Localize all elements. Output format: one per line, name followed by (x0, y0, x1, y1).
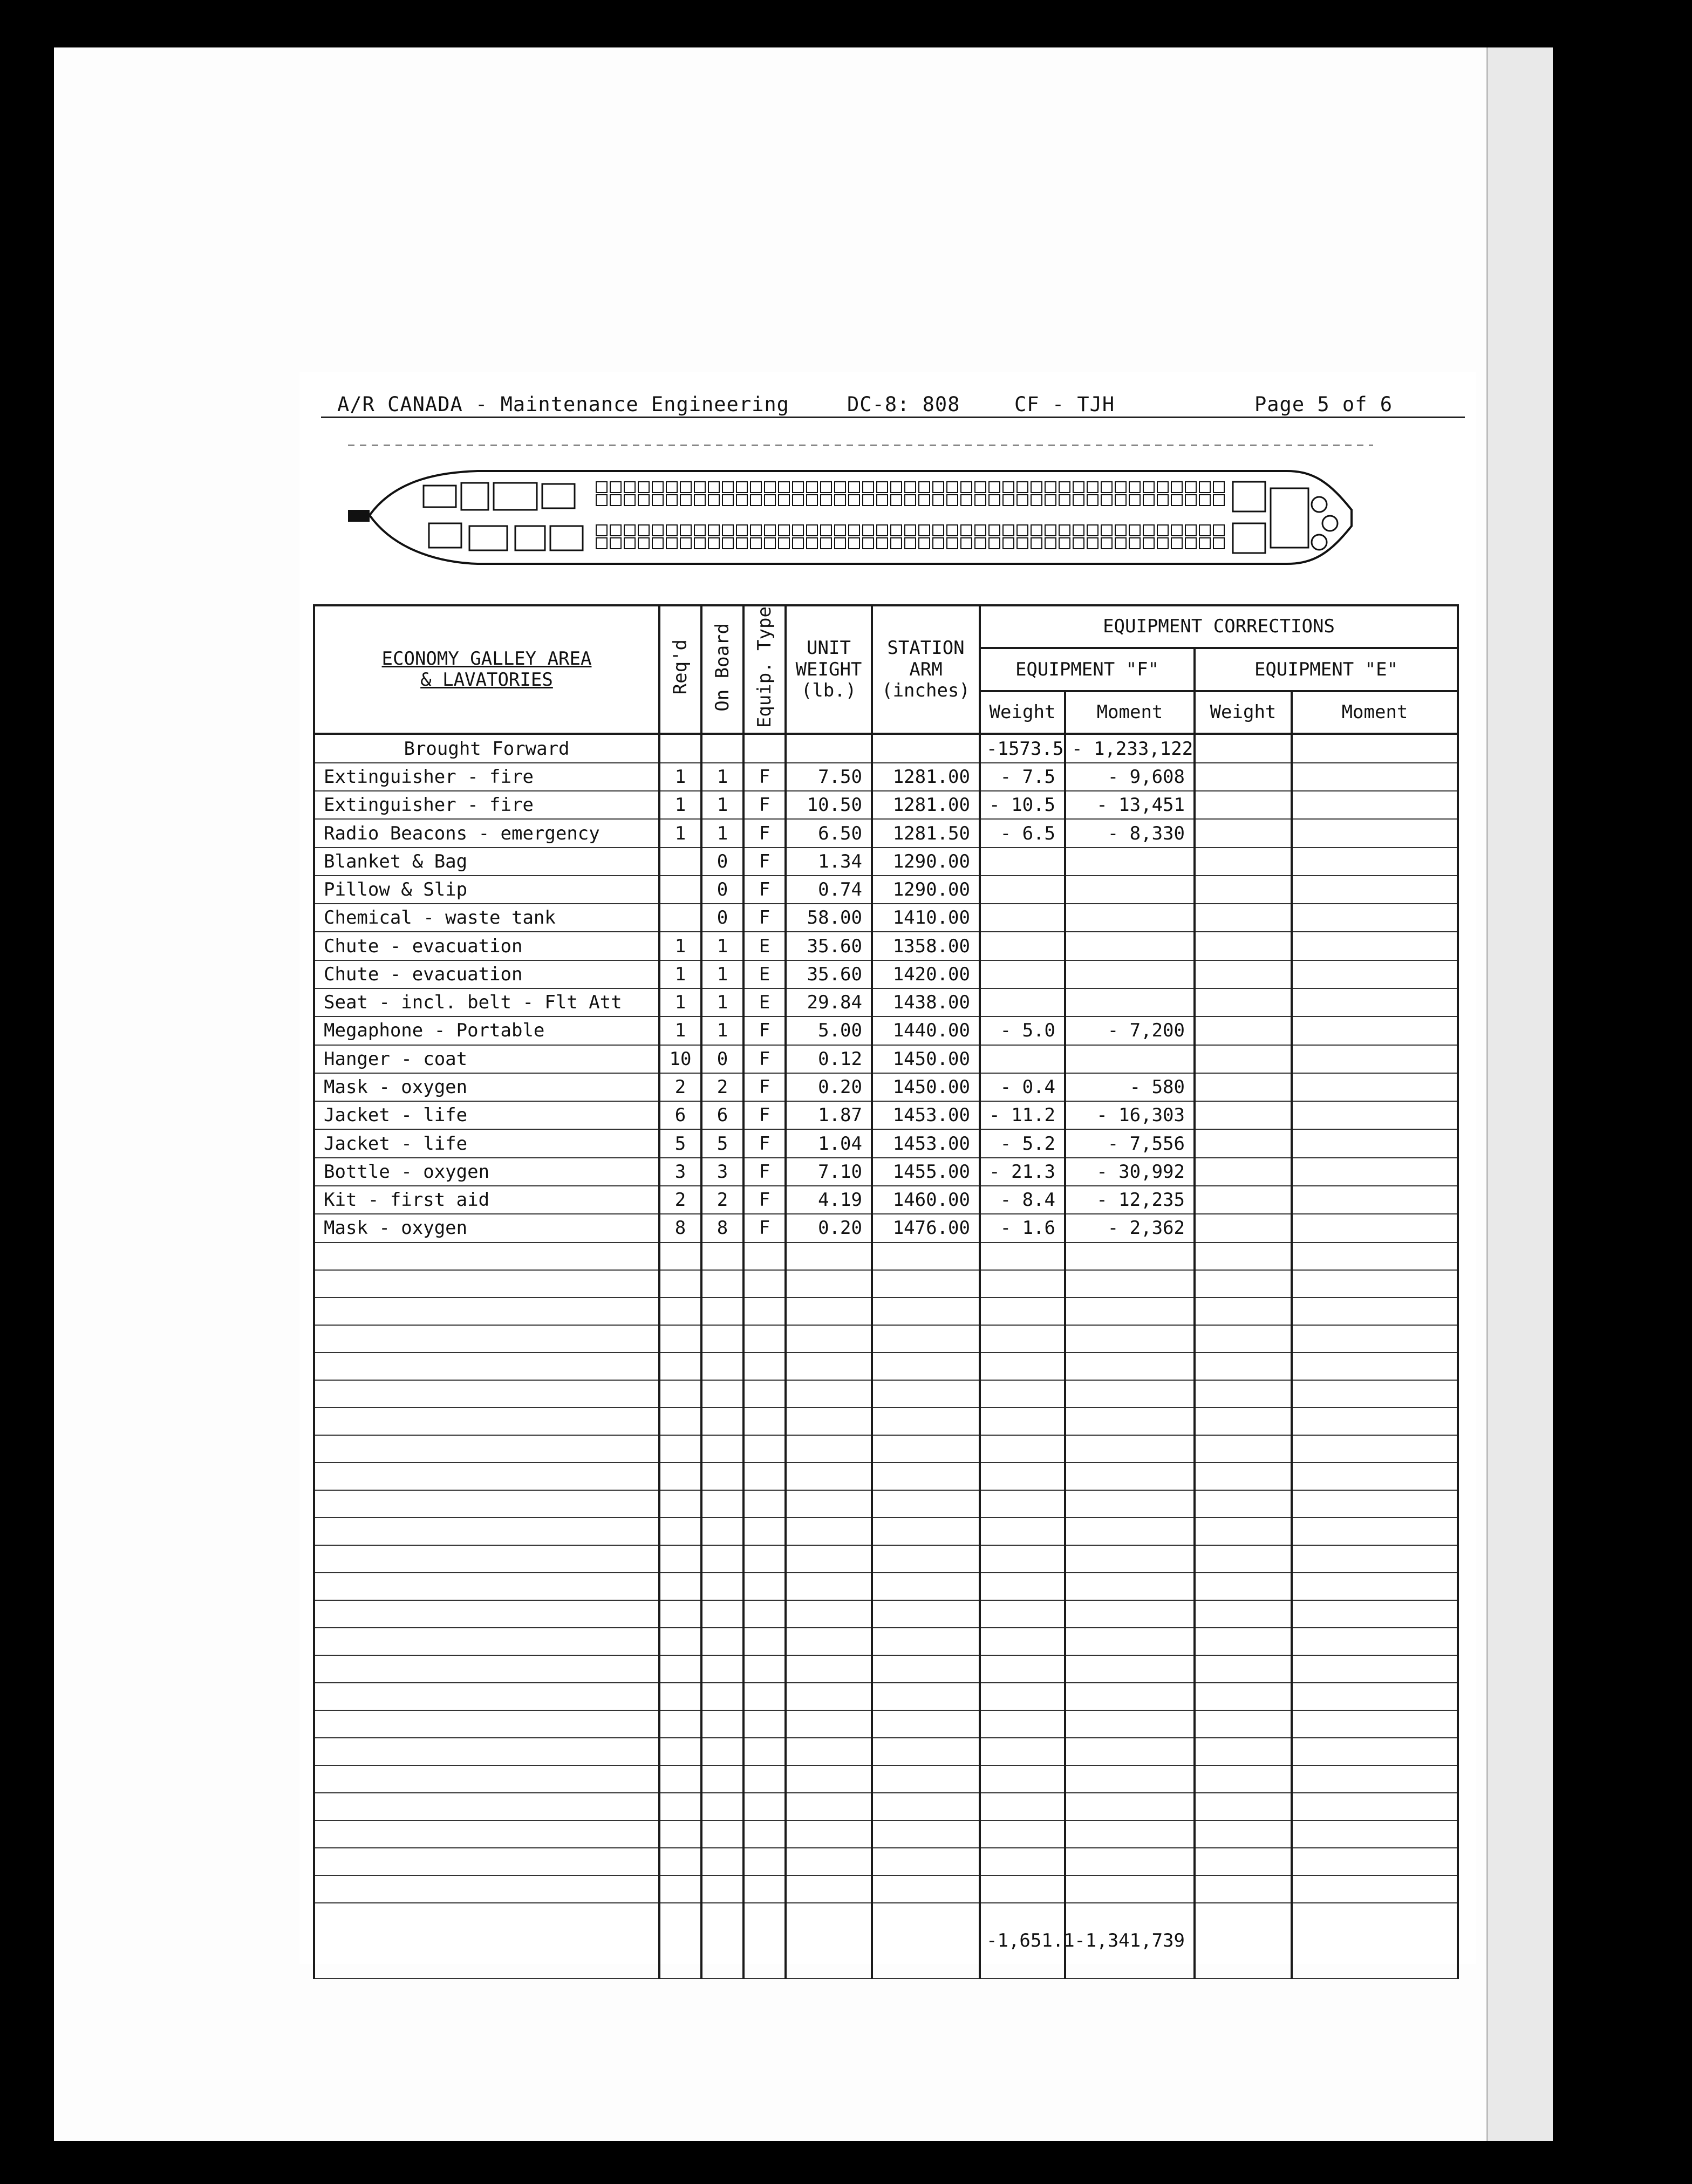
table-row (314, 960, 1458, 988)
blank-row (314, 1655, 1458, 1683)
item-station-arm: 1460.00 (872, 1186, 980, 1214)
item-f-weight: - 5.0 (980, 1016, 1065, 1045)
item-onboard: 2 (701, 1073, 743, 1101)
item-e-moment (1292, 819, 1458, 847)
table-row (314, 848, 1458, 876)
item-equip-type: F (743, 1101, 786, 1129)
e-weight-header: Weight (1195, 691, 1292, 734)
col-unit-weight: UNIT WEIGHT (lb.) (786, 605, 872, 734)
item-description: Jacket - life (314, 1101, 659, 1129)
item-description: Extinguisher - fire (314, 791, 659, 819)
item-reqd: 1 (659, 932, 701, 960)
item-f-moment: - 7,200 (1065, 1016, 1195, 1045)
blank-row (314, 1243, 1458, 1270)
item-reqd: 1 (659, 819, 701, 847)
item-unit-weight: 0.74 (786, 876, 872, 904)
item-onboard: 1 (701, 932, 743, 960)
blank-row (314, 1765, 1458, 1793)
item-description: Chute - evacuation (314, 932, 659, 960)
item-reqd: 1 (659, 960, 701, 988)
galley-blocks (424, 483, 583, 550)
item-e-moment (1292, 1045, 1458, 1073)
blank-row (314, 1298, 1458, 1325)
item-unit-weight: 58.00 (786, 904, 872, 932)
aircraft-model: DC-8: 808 (847, 393, 960, 416)
blank-row (314, 1490, 1458, 1518)
item-onboard: 1 (701, 763, 743, 791)
item-station-arm: 1281.00 (872, 763, 980, 791)
item-e-moment (1292, 763, 1458, 791)
blank-row (314, 1518, 1458, 1545)
item-onboard: 1 (701, 988, 743, 1016)
brought-forward-label: Brought Forward (314, 734, 659, 763)
blank-row (314, 1710, 1458, 1738)
item-equip-type: F (743, 1214, 786, 1242)
blank-row (314, 1435, 1458, 1463)
item-equip-type: F (743, 1158, 786, 1186)
equipment-corrections-header: EQUIPMENT CORRECTIONS (980, 605, 1458, 648)
item-unit-weight: 29.84 (786, 988, 872, 1016)
brought-forward-f-weight: -1573.5 (980, 734, 1065, 763)
item-e-weight (1195, 1045, 1292, 1073)
blank-row (314, 1463, 1458, 1490)
item-f-weight (980, 1045, 1065, 1073)
blank-row (314, 1848, 1458, 1875)
item-e-weight (1195, 904, 1292, 932)
item-station-arm: 1455.00 (872, 1158, 980, 1186)
item-station-arm: 1290.00 (872, 876, 980, 904)
item-e-weight (1195, 791, 1292, 819)
item-e-moment (1292, 904, 1458, 932)
item-e-moment (1292, 1186, 1458, 1214)
item-station-arm: 1450.00 (872, 1045, 980, 1073)
item-description: Chemical - waste tank (314, 904, 659, 932)
blank-row (314, 1600, 1458, 1628)
item-f-weight (980, 876, 1065, 904)
table-row (314, 904, 1458, 932)
blank-row (314, 1545, 1458, 1573)
table-row (314, 988, 1458, 1016)
item-unit-weight: 4.19 (786, 1186, 872, 1214)
item-f-moment (1065, 988, 1195, 1016)
item-f-moment: - 9,608 (1065, 763, 1195, 791)
item-description: Pillow & Slip (314, 876, 659, 904)
form-page (299, 372, 1476, 1964)
item-f-weight (980, 988, 1065, 1016)
item-reqd: 1 (659, 1016, 701, 1045)
item-f-weight: - 10.5 (980, 791, 1065, 819)
item-f-moment: - 580 (1065, 1073, 1195, 1101)
item-unit-weight: 5.00 (786, 1016, 872, 1045)
col-reqd: Req'd (659, 605, 701, 734)
item-equip-type: E (743, 960, 786, 988)
table-row (314, 1158, 1458, 1186)
item-station-arm: 1358.00 (872, 932, 980, 960)
col-equip-type: Equip. Type (743, 605, 786, 734)
item-e-moment (1292, 1214, 1458, 1242)
total-f-weight: -1,651.1 (980, 1903, 1065, 1978)
col-onboard: On Board (701, 605, 743, 734)
brought-forward-row (314, 734, 1458, 763)
item-e-weight (1195, 988, 1292, 1016)
table-row (314, 1016, 1458, 1045)
item-f-moment (1065, 960, 1195, 988)
item-reqd (659, 876, 701, 904)
item-unit-weight: 7.50 (786, 763, 872, 791)
cabin-layout-diagram (348, 434, 1373, 596)
table-row (314, 1045, 1458, 1073)
item-equip-type: F (743, 819, 786, 847)
item-e-weight (1195, 932, 1292, 960)
form-header (321, 393, 1454, 431)
item-f-moment (1065, 932, 1195, 960)
item-onboard: 1 (701, 819, 743, 847)
table-row (314, 1129, 1458, 1157)
item-e-moment (1292, 1073, 1458, 1101)
item-f-moment (1065, 876, 1195, 904)
section-title-cell (314, 605, 659, 734)
item-e-weight (1195, 1158, 1292, 1186)
registration: CF - TJH (1014, 393, 1115, 416)
item-onboard: 0 (701, 904, 743, 932)
item-unit-weight: 0.20 (786, 1073, 872, 1101)
table-row (314, 791, 1458, 819)
blank-row (314, 1573, 1458, 1600)
header-rule (321, 417, 1465, 418)
item-e-weight (1195, 1186, 1292, 1214)
item-equip-type: F (743, 876, 786, 904)
item-unit-weight: 1.04 (786, 1129, 872, 1157)
item-onboard: 3 (701, 1158, 743, 1186)
item-reqd: 1 (659, 988, 701, 1016)
item-description: Kit - first aid (314, 1186, 659, 1214)
item-e-moment (1292, 848, 1458, 876)
nose-probe (348, 510, 370, 522)
item-f-moment (1065, 1045, 1195, 1073)
item-station-arm: 1281.50 (872, 819, 980, 847)
totals-row (314, 1903, 1458, 1978)
item-reqd: 1 (659, 791, 701, 819)
item-f-moment: - 30,992 (1065, 1158, 1195, 1186)
item-station-arm: 1410.00 (872, 904, 980, 932)
adjacent-page-edge (1486, 47, 1553, 2141)
item-equip-type: E (743, 988, 786, 1016)
item-e-weight (1195, 848, 1292, 876)
blank-row (314, 1325, 1458, 1353)
item-f-weight: - 21.3 (980, 1158, 1065, 1186)
table-row (314, 1073, 1458, 1101)
item-onboard: 1 (701, 791, 743, 819)
item-unit-weight: 1.34 (786, 848, 872, 876)
item-e-weight (1195, 1073, 1292, 1101)
blank-row (314, 1270, 1458, 1298)
item-e-weight (1195, 1214, 1292, 1242)
item-description: Hanger - coat (314, 1045, 659, 1073)
item-f-weight: - 7.5 (980, 763, 1065, 791)
item-onboard: 2 (701, 1186, 743, 1214)
item-e-moment (1292, 932, 1458, 960)
item-reqd: 2 (659, 1186, 701, 1214)
item-description: Chute - evacuation (314, 960, 659, 988)
item-unit-weight: 1.87 (786, 1101, 872, 1129)
item-unit-weight: 35.60 (786, 932, 872, 960)
item-f-moment: - 16,303 (1065, 1101, 1195, 1129)
item-e-moment (1292, 791, 1458, 819)
item-f-moment: - 12,235 (1065, 1186, 1195, 1214)
item-f-weight: - 0.4 (980, 1073, 1065, 1101)
blank-row (314, 1408, 1458, 1435)
item-onboard: 1 (701, 960, 743, 988)
item-unit-weight: 0.20 (786, 1214, 872, 1242)
item-reqd: 8 (659, 1214, 701, 1242)
blank-row (314, 1875, 1458, 1903)
item-f-weight: - 1.6 (980, 1214, 1065, 1242)
item-f-weight: - 8.4 (980, 1186, 1065, 1214)
item-station-arm: 1453.00 (872, 1129, 980, 1157)
item-onboard: 6 (701, 1101, 743, 1129)
equipment-table (313, 604, 1459, 1979)
item-f-weight: - 11.2 (980, 1101, 1065, 1129)
lavatory-blocks (1233, 482, 1338, 553)
item-reqd: 2 (659, 1073, 701, 1101)
item-station-arm: 1281.00 (872, 791, 980, 819)
item-equip-type: F (743, 1016, 786, 1045)
item-station-arm: 1420.00 (872, 960, 980, 988)
blank-row (314, 1820, 1458, 1848)
item-f-moment: - 7,556 (1065, 1129, 1195, 1157)
equipment-f-header: EQUIPMENT "F" (980, 648, 1195, 691)
item-e-moment (1292, 876, 1458, 904)
table-row (314, 876, 1458, 904)
table-row (314, 1214, 1458, 1242)
item-equip-type: E (743, 932, 786, 960)
table-row (314, 1186, 1458, 1214)
blank-row (314, 1380, 1458, 1408)
page-number: Page 5 of 6 (1254, 393, 1393, 416)
item-reqd (659, 904, 701, 932)
item-station-arm: 1438.00 (872, 988, 980, 1016)
total-f-moment: -1,341,739 (1065, 1903, 1195, 1978)
equipment-e-header: EQUIPMENT "E" (1195, 648, 1458, 691)
item-unit-weight: 10.50 (786, 791, 872, 819)
item-description: Radio Beacons - emergency (314, 819, 659, 847)
item-onboard: 5 (701, 1129, 743, 1157)
item-onboard: 1 (701, 1016, 743, 1045)
section-title-line-1: ECONOMY GALLEY AREA (381, 648, 592, 670)
item-onboard: 0 (701, 848, 743, 876)
item-f-moment: - 13,451 (1065, 791, 1195, 819)
item-e-weight (1195, 960, 1292, 988)
item-description: Extinguisher - fire (314, 763, 659, 791)
item-e-weight (1195, 819, 1292, 847)
item-reqd (659, 848, 701, 876)
blank-row (314, 1683, 1458, 1710)
item-description: Mask - oxygen (314, 1214, 659, 1242)
item-e-moment (1292, 988, 1458, 1016)
f-moment-header: Moment (1065, 691, 1195, 734)
item-unit-weight: 6.50 (786, 819, 872, 847)
item-e-weight (1195, 1129, 1292, 1157)
item-equip-type: F (743, 904, 786, 932)
item-station-arm: 1440.00 (872, 1016, 980, 1045)
item-equip-type: F (743, 1186, 786, 1214)
item-f-weight: - 5.2 (980, 1129, 1065, 1157)
item-equip-type: F (743, 848, 786, 876)
item-equip-type: F (743, 1129, 786, 1157)
item-f-moment (1065, 904, 1195, 932)
item-equip-type: F (743, 1073, 786, 1101)
item-equip-type: F (743, 763, 786, 791)
item-onboard: 0 (701, 876, 743, 904)
item-description: Blanket & Bag (314, 848, 659, 876)
table-row (314, 1101, 1458, 1129)
item-f-weight: - 6.5 (980, 819, 1065, 847)
item-e-weight (1195, 876, 1292, 904)
item-description: Bottle - oxygen (314, 1158, 659, 1186)
item-reqd: 6 (659, 1101, 701, 1129)
item-onboard: 0 (701, 1045, 743, 1073)
item-f-weight (980, 960, 1065, 988)
seat-rows (596, 482, 1224, 549)
blank-row (314, 1353, 1458, 1380)
item-unit-weight: 0.12 (786, 1045, 872, 1073)
item-e-weight (1195, 1101, 1292, 1129)
f-weight-header: Weight (980, 691, 1065, 734)
item-reqd: 3 (659, 1158, 701, 1186)
item-f-weight (980, 904, 1065, 932)
item-e-moment (1292, 1016, 1458, 1045)
item-equip-type: F (743, 1045, 786, 1073)
item-e-moment (1292, 1158, 1458, 1186)
item-onboard: 8 (701, 1214, 743, 1242)
item-f-moment: - 2,362 (1065, 1214, 1195, 1242)
blank-row (314, 1628, 1458, 1655)
item-e-moment (1292, 1129, 1458, 1157)
blank-row (314, 1793, 1458, 1820)
organization-label: A/R CANADA - Maintenance Engineering (337, 393, 789, 416)
item-f-moment: - 8,330 (1065, 819, 1195, 847)
item-f-weight (980, 848, 1065, 876)
e-moment-header: Moment (1292, 691, 1458, 734)
item-description: Mask - oxygen (314, 1073, 659, 1101)
item-f-moment (1065, 848, 1195, 876)
item-e-moment (1292, 1101, 1458, 1129)
item-station-arm: 1476.00 (872, 1214, 980, 1242)
item-description: Jacket - life (314, 1129, 659, 1157)
table-row (314, 932, 1458, 960)
item-reqd: 5 (659, 1129, 701, 1157)
item-unit-weight: 7.10 (786, 1158, 872, 1186)
item-e-weight (1195, 1016, 1292, 1045)
item-equip-type: F (743, 791, 786, 819)
col-station-arm: STATION ARM (inches) (872, 605, 980, 734)
item-reqd: 10 (659, 1045, 701, 1073)
item-unit-weight: 35.60 (786, 960, 872, 988)
item-description: Seat - incl. belt - Flt Att (314, 988, 659, 1016)
item-station-arm: 1290.00 (872, 848, 980, 876)
item-reqd: 1 (659, 763, 701, 791)
section-title-line-2: & LAVATORIES (420, 669, 553, 691)
item-station-arm: 1453.00 (872, 1101, 980, 1129)
brought-forward-f-moment: - 1,233,122 (1065, 734, 1195, 763)
item-e-moment (1292, 960, 1458, 988)
item-description: Megaphone - Portable (314, 1016, 659, 1045)
table-row (314, 819, 1458, 847)
table-row (314, 763, 1458, 791)
item-f-weight (980, 932, 1065, 960)
item-station-arm: 1450.00 (872, 1073, 980, 1101)
blank-row (314, 1738, 1458, 1765)
item-e-weight (1195, 763, 1292, 791)
